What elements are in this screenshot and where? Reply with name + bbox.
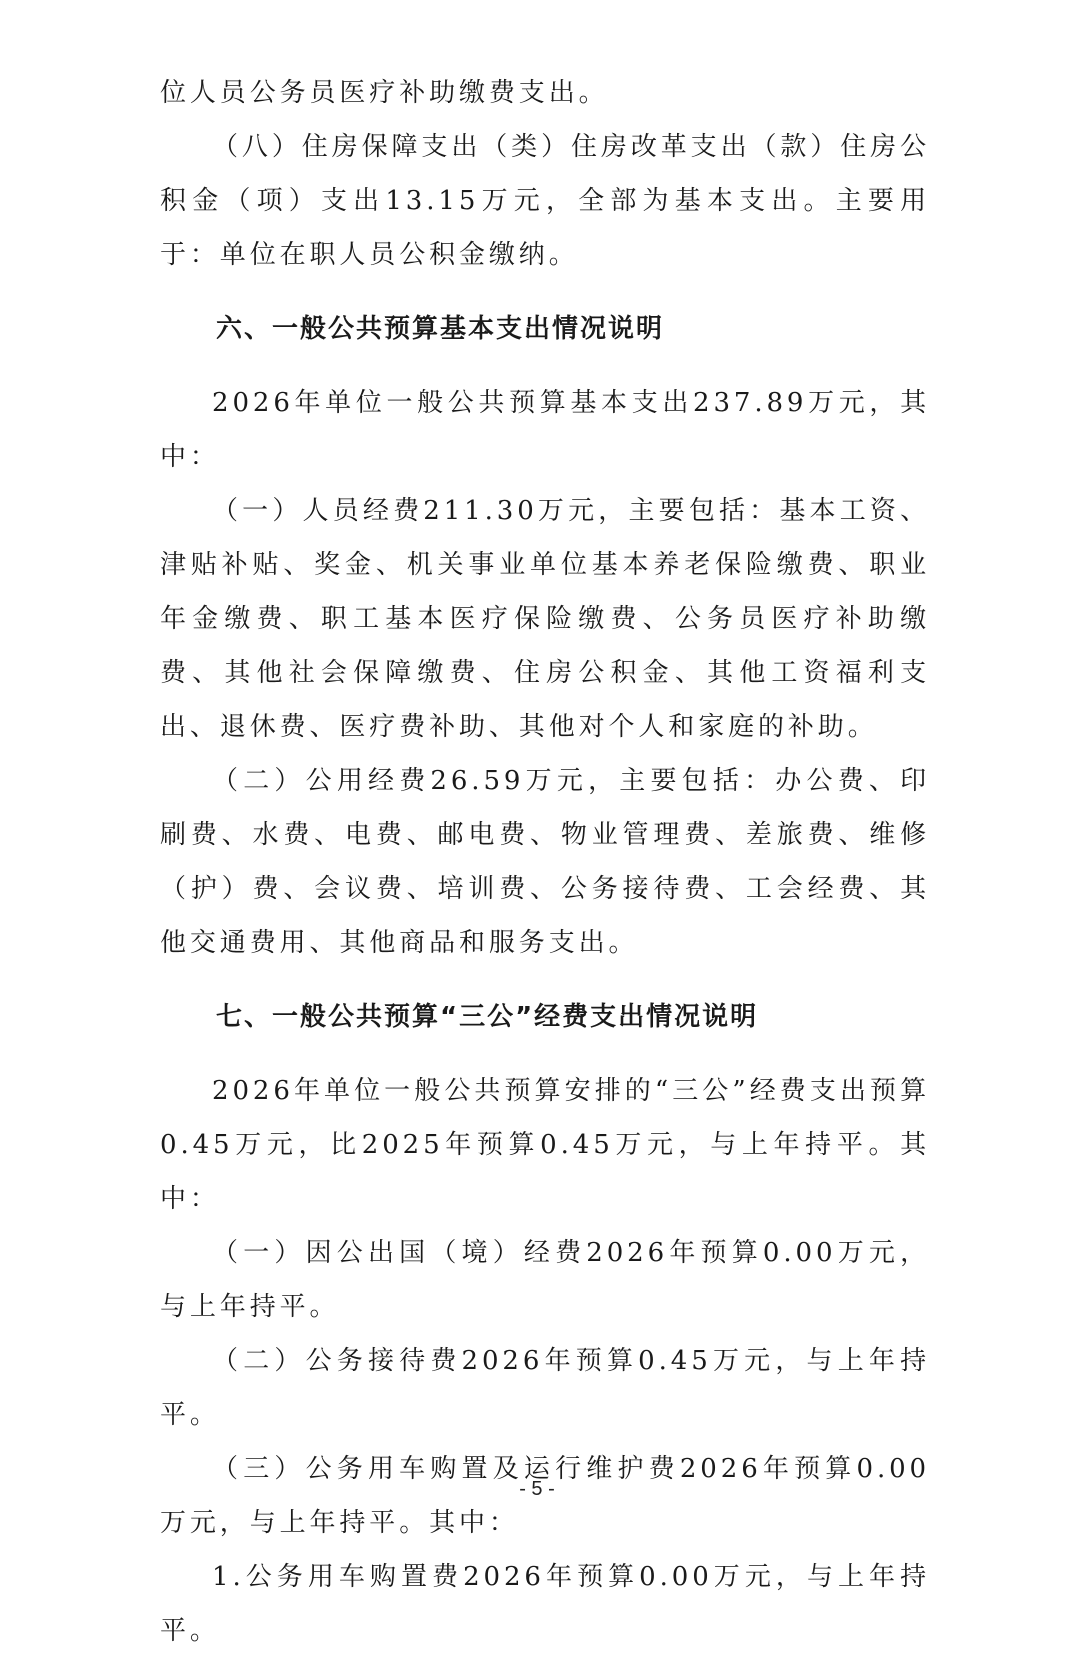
section-heading-6: 六、一般公共预算基本支出情况说明 (216, 314, 665, 344)
document-body (160, 66, 930, 1658)
section-heading-7: 七、一般公共预算“三公”经费支出情况说明 (216, 1002, 759, 1032)
paragraph-personnel-expense: （一）人员经费211.30万元，主要包括：基本工资、津贴补贴、奖金、机关事业单位基本养老保险缴费、职业年金缴费、职工基本医疗保险缴费、公务员医疗补助缴费、其他社会保障缴费、住房公积金、其他工资福利支出、退休费、医疗费补助、其他对个人和家庭的补助。 (160, 496, 930, 742)
paragraph-public-expense: （二）公用经费26.59万元，主要包括：办公费、印刷费、水费、电费、邮电费、物业管理费、差旅费、维修（护）费、会议费、培训费、公务接待费、工会经费、其他交通费用、其他商品和服务支出。 (160, 766, 930, 958)
paragraph-reception-expense: （二）公务接待费2026年预算0.45万元，与上年持平。 (160, 1346, 930, 1430)
paragraph-overseas-expense: （一）因公出国（境）经费2026年预算0.00万元，与上年持平。 (160, 1238, 930, 1322)
paragraph-basic-expense-total: 2026年单位一般公共预算基本支出237.89万元，其中： (160, 388, 930, 472)
paragraph-vehicle-expense: （三）公务用车购置及运行维护费2026年预算0.00万元，与上年持平。其中： (160, 1454, 930, 1538)
section-gap (160, 356, 930, 376)
page-number: - 5 - (519, 1478, 555, 1500)
paragraph-vehicle-purchase: 1.公务用车购置费2026年预算0.00万元，与上年持平。 (160, 1562, 930, 1646)
section-gap (160, 1044, 930, 1064)
paragraph-three-public-total: 2026年单位一般公共预算安排的“三公”经费支出预算0.45万元，比2025年预算0.45万元，与上年持平。其中： (160, 1076, 930, 1214)
paragraph-continuation: 位人员公务员医疗补助缴费支出。 (160, 78, 609, 108)
paragraph-housing-expense: （八）住房保障支出（类）住房改革支出（款）住房公积金（项）支出13.15万元，全部为基本支出。主要用于：单位在职人员公积金缴纳。 (160, 132, 930, 270)
section-gap (160, 970, 930, 990)
section-gap (160, 282, 930, 302)
